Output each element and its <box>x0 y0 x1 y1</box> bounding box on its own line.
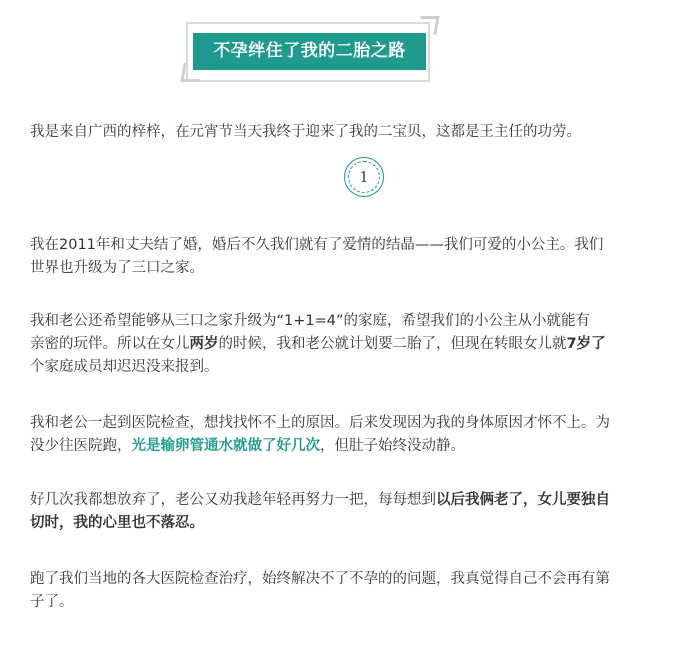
paragraph <box>30 568 690 614</box>
intro-paragraph <box>30 121 690 144</box>
paragraph <box>30 234 690 280</box>
body-text: 的时候，我和老公就计划要二胎了，但现在转眼女儿就 <box>218 336 567 352</box>
paragraph-line <box>30 591 690 614</box>
article-title: 不孕绊住了我的二胎之路 <box>193 33 426 70</box>
highlight-text: 光是输卵管通水就做了好几次 <box>131 438 320 454</box>
paragraph <box>30 412 690 458</box>
emphasis-text: 7岁了 <box>566 336 606 352</box>
body-text: 好几次我都想放弃了，老公又劝我趁年轻再努力一把，每每想到 <box>30 492 436 508</box>
paragraph <box>30 489 690 535</box>
paragraph-line <box>30 234 690 257</box>
paragraph-line <box>30 568 690 591</box>
body-text: 没少往医院跑， <box>30 438 132 454</box>
title-banner <box>182 16 438 82</box>
emphasis-text: 以后我俩老了，女儿要独自 <box>436 492 610 508</box>
body-text: 子了。 <box>30 594 74 610</box>
paragraph-line: 我是来自广西的梓梓，在元宵节当天我终于迎来了我的二宝贝，这都是王主任的功劳。 <box>30 124 581 140</box>
paragraph-line <box>30 333 690 356</box>
body-text: 我和老公一起到医院检查，想找找怀不上的原因。后来发现因为我的身体原因才怀不上。为 <box>30 415 610 431</box>
body-text: ，但肚子始终没动静。 <box>320 438 465 454</box>
paragraph-line <box>30 435 690 458</box>
body-text: 跑了我们当地的各大医院检查治疗，始终解决不了不孕的的问题，我真觉得自己不会再有第 <box>30 571 610 587</box>
body-text: 世界也升级为了三口之家。 <box>30 260 204 276</box>
paragraph-line <box>30 512 690 535</box>
emphasis-text: 切时，我的心里也不落忍。 <box>30 515 204 531</box>
section-number: 1 <box>348 161 380 193</box>
body-text: 我在2011年和丈夫结了婚，婚后不久我们就有了爱情的结晶——我们可爱的小公主。我们 <box>30 237 604 253</box>
paragraph-line <box>30 257 690 280</box>
paragraph-line <box>30 310 690 333</box>
emphasis-text: 两岁 <box>189 336 219 352</box>
body-text: 个家庭成员却迟迟没来报到。 <box>30 359 219 375</box>
body-text: 我和老公还希望能够从三口之家升级为“1+1=4”的家庭，希望我们的小公主从小就能有 <box>30 313 590 329</box>
body-text: 亲密的玩伴。所以在女儿 <box>30 336 190 352</box>
paragraph-line <box>30 489 690 512</box>
paragraph <box>30 310 690 379</box>
paragraph-line <box>30 356 690 379</box>
paragraph-line <box>30 412 690 435</box>
section-number-badge <box>344 157 384 197</box>
